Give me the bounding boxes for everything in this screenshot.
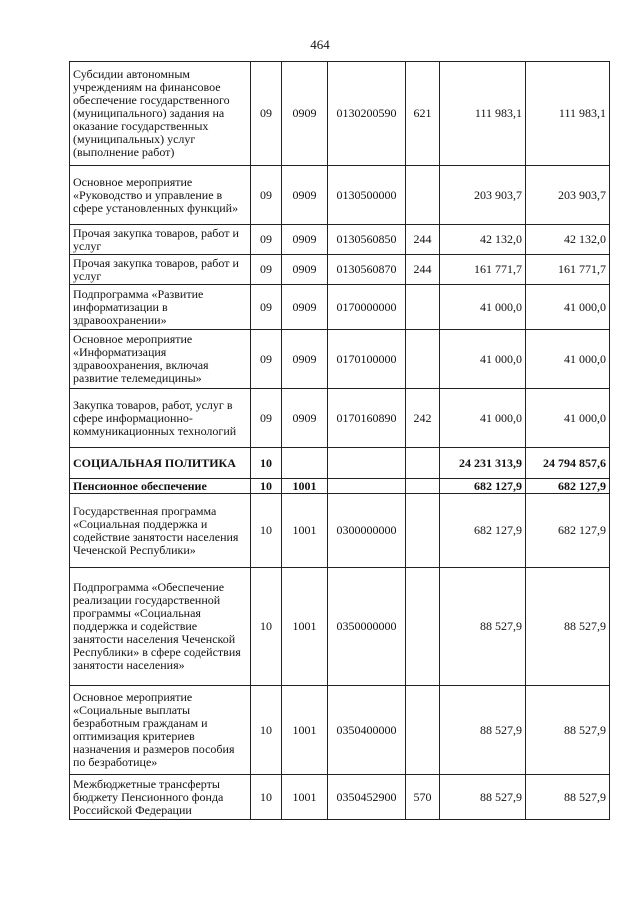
row-subsection: 1001: [282, 479, 328, 494]
table-row: [70, 494, 610, 568]
row-name: Закупка товаров, работ, услуг в сфере информационно-коммуникационных технологий: [70, 389, 251, 448]
table-row: [70, 448, 610, 479]
row-section: 10: [251, 448, 282, 479]
row-target-article: 0350400000: [328, 686, 406, 775]
row-target-article: 0130560870: [328, 255, 406, 285]
row-sum-2: 42 132,0: [526, 225, 610, 255]
row-subsection: 0909: [282, 166, 328, 225]
row-expense-type: 244: [406, 255, 440, 285]
row-sum-2: 88 527,9: [526, 686, 610, 775]
row-expense-type: [406, 448, 440, 479]
budget-table: [69, 61, 610, 820]
row-sum-2: 682 127,9: [526, 479, 610, 494]
row-sum-1: 24 231 313,9: [440, 448, 526, 479]
row-section: 09: [251, 389, 282, 448]
row-target-article: 0350000000: [328, 568, 406, 686]
row-section: 10: [251, 568, 282, 686]
row-section: 09: [251, 166, 282, 225]
row-subsection: 0909: [282, 330, 328, 389]
row-subsection: 1001: [282, 686, 328, 775]
row-subsection: 0909: [282, 389, 328, 448]
row-section: 09: [251, 285, 282, 330]
row-name: Основное мероприятие «Информатизация здравоохранения, включая развитие телемедицины»: [70, 330, 251, 389]
row-target-article: 0170160890: [328, 389, 406, 448]
table-row: [70, 568, 610, 686]
row-sum-2: 88 527,9: [526, 568, 610, 686]
row-subsection: [282, 448, 328, 479]
row-name: Государственная программа «Социальная поддержка и содействие занятости населения Чеченской Республики»: [70, 494, 251, 568]
row-sum-1: 41 000,0: [440, 285, 526, 330]
row-target-article: 0170000000: [328, 285, 406, 330]
table-row: [70, 479, 610, 494]
row-expense-type: 244: [406, 225, 440, 255]
row-target-article: [328, 479, 406, 494]
row-subsection: 1001: [282, 494, 328, 568]
row-section: 10: [251, 775, 282, 820]
row-sum-1: 682 127,9: [440, 494, 526, 568]
table-row: [70, 62, 610, 166]
row-sum-2: 24 794 857,6: [526, 448, 610, 479]
table-row: [70, 255, 610, 285]
row-target-article: 0130200590: [328, 62, 406, 166]
table-row: [70, 225, 610, 255]
table-row: [70, 285, 610, 330]
row-sum-2: 682 127,9: [526, 494, 610, 568]
row-target-article: [328, 448, 406, 479]
row-sum-1: 88 527,9: [440, 686, 526, 775]
row-target-article: 0350452900: [328, 775, 406, 820]
row-name: Подпрограмма «Развитие информатизации в здравоохранении»: [70, 285, 251, 330]
row-expense-type: [406, 686, 440, 775]
page-number: 464: [310, 37, 330, 52]
row-name: Прочая закупка товаров, работ и услуг: [70, 255, 251, 285]
row-target-article: 0300000000: [328, 494, 406, 568]
row-subsection: 0909: [282, 285, 328, 330]
row-section: 10: [251, 494, 282, 568]
row-sum-1: 42 132,0: [440, 225, 526, 255]
row-expense-type: 621: [406, 62, 440, 166]
row-sum-2: 41 000,0: [526, 389, 610, 448]
table-row: [70, 166, 610, 225]
row-expense-type: 242: [406, 389, 440, 448]
row-sum-1: 161 771,7: [440, 255, 526, 285]
row-section: 09: [251, 62, 282, 166]
row-subsection: 1001: [282, 775, 328, 820]
row-name: Пенсионное обеспечение: [70, 479, 251, 494]
row-sum-2: 161 771,7: [526, 255, 610, 285]
row-name: Основное мероприятие «Руководство и управление в сфере установленных функций»: [70, 166, 251, 225]
row-name: Основное мероприятие «Социальные выплаты безработным гражданам и оптимизация критериев назначения и размеров пособия по безработице»: [70, 686, 251, 775]
row-expense-type: 570: [406, 775, 440, 820]
row-sum-2: 41 000,0: [526, 330, 610, 389]
row-section: 09: [251, 225, 282, 255]
row-sum-1: 203 903,7: [440, 166, 526, 225]
row-expense-type: [406, 479, 440, 494]
row-section: 09: [251, 330, 282, 389]
row-sum-1: 41 000,0: [440, 330, 526, 389]
row-target-article: 0130560850: [328, 225, 406, 255]
row-sum-2: 203 903,7: [526, 166, 610, 225]
row-sum-1: 682 127,9: [440, 479, 526, 494]
row-name: СОЦИАЛЬНАЯ ПОЛИТИКА: [70, 448, 251, 479]
row-name: Межбюджетные трансферты бюджету Пенсионного фонда Российской Федерации: [70, 775, 251, 820]
row-sum-1: 88 527,9: [440, 775, 526, 820]
row-expense-type: [406, 166, 440, 225]
row-section: 10: [251, 686, 282, 775]
row-target-article: 0170100000: [328, 330, 406, 389]
table-row: [70, 686, 610, 775]
row-target-article: 0130500000: [328, 166, 406, 225]
row-sum-2: 88 527,9: [526, 775, 610, 820]
row-subsection: 0909: [282, 62, 328, 166]
row-section: 09: [251, 255, 282, 285]
row-sum-1: 88 527,9: [440, 568, 526, 686]
row-section: 10: [251, 479, 282, 494]
row-subsection: 0909: [282, 225, 328, 255]
row-name: Прочая закупка товаров, работ и услуг: [70, 225, 251, 255]
table-row: [70, 389, 610, 448]
table-row: [70, 775, 610, 820]
row-expense-type: [406, 285, 440, 330]
row-expense-type: [406, 568, 440, 686]
row-subsection: 0909: [282, 255, 328, 285]
row-expense-type: [406, 330, 440, 389]
row-sum-1: 111 983,1: [440, 62, 526, 166]
row-sum-2: 41 000,0: [526, 285, 610, 330]
row-expense-type: [406, 494, 440, 568]
row-name: Субсидии автономным учреждениям на финансовое обеспечение государственного (муниципального) задания на оказание государственных (муниципальных) услуг (выполнение работ): [70, 62, 251, 166]
row-sum-1: 41 000,0: [440, 389, 526, 448]
row-name: Подпрограмма «Обеспечение реализации государственной программы «Социальная поддержка и содействие занятости населения Чеченской Республики» в сфере содействия занятости населения»: [70, 568, 251, 686]
row-subsection: 1001: [282, 568, 328, 686]
table-row: [70, 330, 610, 389]
row-sum-2: 111 983,1: [526, 62, 610, 166]
